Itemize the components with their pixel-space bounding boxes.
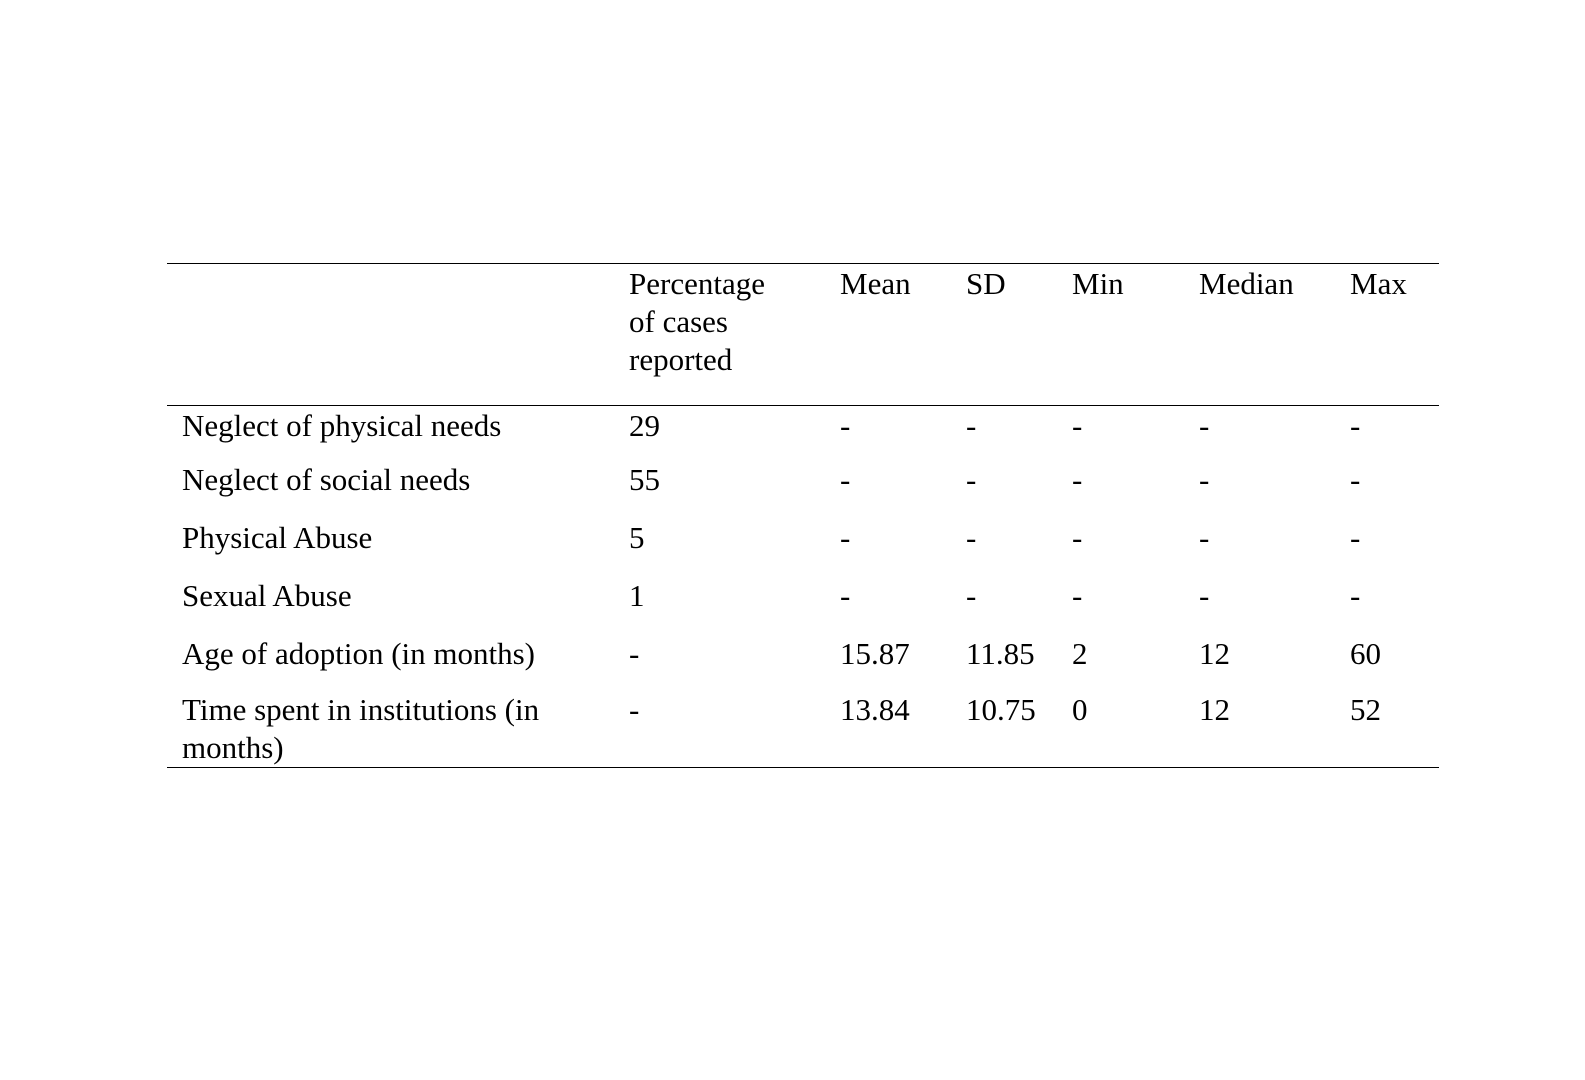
cell-sd: - [966, 408, 977, 443]
row-label: Sexual Abuse [182, 578, 352, 613]
cell-mean: 13.84 [840, 692, 910, 727]
cell-max: - [1350, 520, 1361, 555]
cell-mean: 15.87 [840, 636, 910, 671]
cell-mean: - [840, 578, 851, 613]
cell-sd: - [966, 520, 977, 555]
cell-median: - [1199, 462, 1210, 497]
cell-median: 12 [1199, 692, 1230, 727]
cell-min: 2 [1072, 636, 1088, 671]
cell-sd: - [966, 462, 977, 497]
cell-sd: 11.85 [966, 636, 1035, 671]
cell-median: - [1199, 520, 1210, 555]
cell-max: 52 [1350, 692, 1381, 727]
header-label [167, 264, 629, 406]
cell-percentage: 55 [629, 462, 660, 497]
cell-mean: - [840, 462, 851, 497]
row-label: Time spent in institutions (in months) [182, 692, 540, 765]
cell-percentage: 5 [629, 520, 645, 555]
cell-percentage: 1 [629, 578, 645, 613]
cell-min: 0 [1072, 692, 1088, 727]
cell-sd: - [966, 578, 977, 613]
cell-max: 60 [1350, 636, 1381, 671]
header-min: Min [1072, 266, 1124, 301]
cell-max: - [1350, 578, 1361, 613]
header-mean: Mean [840, 266, 911, 301]
row-label: Physical Abuse [182, 520, 373, 555]
row-label: Neglect of physical needs [182, 408, 502, 443]
header-max: Max [1350, 266, 1407, 301]
cell-median: - [1199, 578, 1210, 613]
row-label: Age of adoption (in months) [182, 636, 536, 671]
cell-min: - [1072, 462, 1083, 497]
table-row [167, 575, 1439, 633]
cell-max: - [1350, 462, 1361, 497]
cell-percentage: - [629, 636, 640, 671]
table-row [167, 459, 1439, 517]
cell-mean: - [840, 520, 851, 555]
row-label: Neglect of social needs [182, 462, 471, 497]
cell-percentage: - [629, 692, 640, 727]
data-table-container [167, 263, 1439, 768]
cell-percentage: 29 [629, 408, 660, 443]
table-row [167, 691, 1439, 768]
header-percentage: Percentage of cases reported [629, 266, 765, 377]
cell-min: - [1072, 578, 1083, 613]
header-median: Median [1199, 266, 1294, 301]
cell-mean: - [840, 408, 851, 443]
data-table [167, 263, 1439, 768]
table-row [167, 517, 1439, 575]
cell-median: 12 [1199, 636, 1230, 671]
header-sd: SD [966, 266, 1006, 301]
cell-sd: 10.75 [966, 692, 1036, 727]
table-row [167, 633, 1439, 691]
cell-min: - [1072, 520, 1083, 555]
table-header-row [167, 264, 1439, 406]
table-row [167, 406, 1439, 460]
cell-median: - [1199, 408, 1210, 443]
cell-max: - [1350, 408, 1361, 443]
cell-min: - [1072, 408, 1083, 443]
